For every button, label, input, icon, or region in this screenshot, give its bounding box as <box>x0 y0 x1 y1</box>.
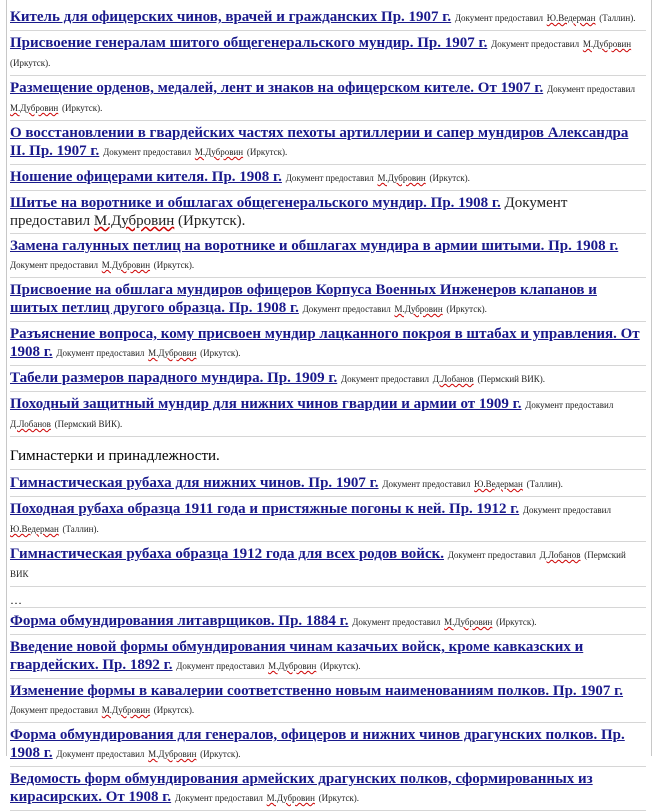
contributor-name: М.Дубровин <box>444 617 493 627</box>
document-link[interactable]: Размещение орденов, медалей, лент и знаков на офицерском кителе. От 1907 г. <box>10 80 544 96</box>
contributor-name: Ю.Ведерман <box>546 13 596 23</box>
contributor-place: (Таллин). <box>599 13 636 23</box>
provided-by-label: Документ предоставил <box>382 479 471 489</box>
uniform-documents-group <box>10 4 646 437</box>
document-link[interactable]: Гимнастическая рубаха образца 1912 года для всех родов войск. <box>10 546 445 562</box>
provided-by-label: Документ предоставил <box>340 374 430 384</box>
document-link[interactable]: Присвоение на обшлага мундиров офицеров Корпуса Военных Инженеров клапанов и шитых петлиц другого образца. Пр. 1908 г. <box>10 282 597 316</box>
contributor-name: М.Дубровин <box>268 661 317 671</box>
ellipsis: … <box>10 587 646 608</box>
document-link[interactable]: Гимнастическая рубаха для нижних чинов. Пр. 1907 г. <box>10 475 379 491</box>
document-link[interactable]: Замена галунных петлиц на воротнике и обшлагах мундира в армии шитыми. Пр. 1908 г. <box>10 238 619 254</box>
contributor-name: М.Дубровин <box>10 103 59 113</box>
contributor-name: Д.Лобанов <box>539 550 581 560</box>
provided-by-label: Документ предоставил <box>454 13 543 23</box>
contributor-place: (Иркутск). <box>200 749 241 759</box>
document-entry <box>10 608 646 635</box>
contributor-name: М.Дубровин <box>194 147 244 157</box>
document-entry <box>10 76 646 121</box>
provided-by-label: Документ предоставил <box>352 617 441 627</box>
cavalry-uniform-group <box>10 608 646 811</box>
document-link[interactable]: Табели размеров парадного мундира. Пр. 1909 г. <box>10 370 338 386</box>
document-link[interactable]: Ношение офицерами кителя. Пр. 1908 г. <box>10 169 282 185</box>
provided-by-label: Документ предоставил <box>10 195 568 229</box>
document-entry <box>10 497 646 542</box>
contributor-place: (Иркутск). <box>320 661 361 671</box>
contributor-place: (Иркутск). <box>153 705 195 715</box>
contributor-name: Ю.Ведерман <box>474 479 523 489</box>
contributor-name: М.Дубровин <box>148 348 197 358</box>
contributor-place: (Пермский ВИК). <box>477 374 545 384</box>
contributor-name: М.Дубровин <box>377 173 426 183</box>
document-entry <box>10 4 646 31</box>
contributor-place: (Иркутск). <box>200 348 241 358</box>
provided-by-label: Документ предоставил <box>447 550 536 560</box>
document-link[interactable]: Форма обмундирования литаврщиков. Пр. 1884 г. <box>10 613 349 629</box>
document-link[interactable]: Походная рубаха образца 1911 года и пристяжные погоны к ней. Пр. 1912 г. <box>10 501 520 517</box>
provided-by-label: Документ предоставил <box>176 661 265 671</box>
document-entry <box>10 392 646 437</box>
document-link[interactable]: Ведомость форм обмундирования армейских драгунских полков, сформированных из кирасирских. От 1908 г. <box>10 771 593 805</box>
document-link[interactable]: Введение новой формы обмундирования чинам казачьих войск, кроме кавказских и гвардейских. Пр. 1892 г. <box>10 639 584 673</box>
contributor-name: Д.Лобанов <box>432 374 474 384</box>
contributor-place: (Иркутск). <box>153 260 195 270</box>
document-entry <box>10 234 646 278</box>
provided-by-label: Документ предоставил <box>491 39 580 49</box>
document-entry <box>10 542 646 587</box>
contributor-place: (Иркутск). <box>178 213 246 229</box>
provided-by-label: Документ предоставил <box>10 260 99 270</box>
document-link[interactable]: Разъяснение вопроса, кому присвоен мундир лацканного покроя в штабах и управления. От 1908 г. <box>10 326 640 360</box>
document-entry <box>10 121 646 165</box>
document-link[interactable]: Форма обмундирования для генералов, офицеров и нижних чинов драгунских полков. Пр. 1908 г. <box>10 727 625 761</box>
contributor-name: М.Дубровин <box>148 749 197 759</box>
document-link[interactable]: Китель для офицерских чинов, врачей и гражданских Пр. 1907 г. <box>10 9 452 25</box>
document-link[interactable]: Изменение формы в кавалерии соответственно новым наименованиям полков. Пр. 1907 г. <box>10 683 624 699</box>
contributor-place: (Таллин). <box>62 524 99 534</box>
document-entry <box>10 470 646 497</box>
document-entry <box>10 723 646 767</box>
contributor-place: (Иркутск). <box>61 103 103 113</box>
contributor-place: (Иркутск). <box>246 147 288 157</box>
provided-by-label: Документ предоставил <box>546 84 635 94</box>
document-entry <box>10 635 646 679</box>
contributor-name: Ю.Ведерман <box>10 524 59 534</box>
contributor-name: М.Дубровин <box>266 793 315 803</box>
document-link[interactable]: Походный защитный мундир для нижних чинов гвардии и армии от 1909 г. <box>10 396 522 412</box>
provided-by-label: Документ предоставил <box>525 400 614 410</box>
section-heading: Гимнастерки и принадлежности. <box>10 437 646 470</box>
contributor-place: (Иркутск). <box>429 173 470 183</box>
contributor-place: (Иркутск). <box>318 793 360 803</box>
document-entry <box>10 767 646 811</box>
provided-by-label: Документ предоставил <box>285 173 374 183</box>
contributor-name: М.Дубровин <box>394 304 443 314</box>
document-link[interactable]: Шитье на воротнике и обшлагах общегенеральского мундир. Пр. 1908 г. <box>10 195 501 211</box>
provided-by-label: Документ предоставил <box>302 304 391 314</box>
gymnastic-shirts-group <box>10 470 646 587</box>
contributor-name: М.Дубровин <box>101 705 151 715</box>
provided-by-label: Документ предоставил <box>103 147 192 157</box>
provided-by-label: Документ предоставил <box>56 348 145 358</box>
document-entry <box>10 366 646 392</box>
document-entry <box>10 278 646 322</box>
document-list <box>10 4 646 811</box>
document-entry <box>10 322 646 366</box>
provided-by-label: Документ предоставил <box>56 749 145 759</box>
contributor-name: М.Дубровин <box>101 260 151 270</box>
contributor-name: М.Дубровин <box>582 39 632 49</box>
provided-by-label: Документ предоставил <box>10 705 99 715</box>
contributor-place: (Пермский ВИК). <box>54 419 123 429</box>
document-entry <box>10 191 646 234</box>
contributor-name: М.Дубровин <box>93 213 175 229</box>
contributor-place: (Иркутск). <box>10 58 51 68</box>
document-link[interactable]: О восстановлении в гвардейских частях пехоты артиллерии и сапер мундиров Александра II. Пр. 1907 г. <box>10 125 629 159</box>
contributor-place: (Пермский ВИК <box>10 550 626 579</box>
provided-by-label: Документ предоставил <box>522 505 611 515</box>
contributor-place: (Иркутск). <box>496 617 537 627</box>
provided-by-label: Документ предоставил <box>174 793 263 803</box>
document-entry <box>10 165 646 191</box>
document-link[interactable]: Присвоение генералам шитого общегенеральского мундир. Пр. 1907 г. <box>10 35 488 51</box>
contributor-name: Д.Лобанов <box>10 419 51 429</box>
contributor-place: (Иркутск). <box>446 304 487 314</box>
contributor-place: (Таллин). <box>526 479 563 489</box>
document-entry <box>10 679 646 723</box>
document-entry <box>10 31 646 76</box>
